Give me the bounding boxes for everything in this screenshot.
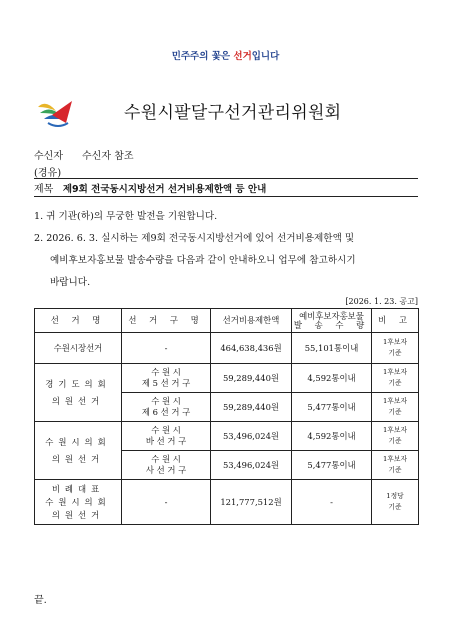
header-election: 선 거 명 bbox=[35, 309, 122, 333]
recipient-value: 수신자 참조 bbox=[82, 151, 134, 162]
election-line-1: 수원시의회 bbox=[45, 436, 111, 447]
table-row bbox=[35, 480, 419, 525]
cell-election: 수원시장선거 bbox=[35, 333, 122, 364]
end-mark: 끝. bbox=[34, 595, 47, 606]
district-line-2: 제 6 선 거 구 bbox=[141, 407, 191, 417]
remark-line-2: 기준 bbox=[388, 503, 402, 511]
cell-qty: 4,592통이내 bbox=[292, 364, 372, 393]
table-row bbox=[35, 333, 419, 364]
cell-election bbox=[35, 364, 122, 422]
cell-remark bbox=[372, 333, 419, 364]
cell-district bbox=[122, 364, 211, 393]
header-district: 선 거 구 명 bbox=[122, 309, 211, 333]
district-line-2: 제 5 선 거 구 bbox=[141, 378, 191, 388]
election-line-2: 의원선거 bbox=[51, 395, 105, 406]
cell-qty: 5,477통이내 bbox=[292, 393, 372, 422]
cell-district: - bbox=[122, 480, 211, 525]
election-cost-table bbox=[34, 308, 419, 525]
header-remark: 비 고 bbox=[372, 309, 419, 333]
header-prelim-line-1: 예비후보자홍보물 bbox=[299, 310, 364, 321]
district-line-1: 수 원 시 bbox=[151, 454, 181, 464]
remark-line-2: 기준 bbox=[388, 466, 402, 474]
table-row bbox=[35, 422, 419, 451]
cell-remark bbox=[372, 364, 419, 393]
cell-district bbox=[122, 451, 211, 480]
notice-date: [2026. 1. 23. 공고] bbox=[345, 297, 418, 306]
cell-qty: 4,592통이내 bbox=[292, 422, 372, 451]
district-line-1: 수 원 시 bbox=[151, 425, 181, 435]
remark-line-1: 1후보자 bbox=[382, 455, 408, 463]
body-item-2-line-2: 예비후보자홍보물 발송수량을 다음과 같이 안내하오니 업무에 참고하시기 bbox=[50, 255, 356, 266]
cell-limit: 464,638,436원 bbox=[211, 333, 292, 364]
cell-limit: 53,496,024원 bbox=[211, 451, 292, 480]
district-line-2: 사 선 거 구 bbox=[145, 465, 187, 475]
cell-qty: 55,101통이내 bbox=[292, 333, 372, 364]
cell-district: - bbox=[122, 333, 211, 364]
subject-bottom-rule bbox=[34, 196, 418, 197]
cell-limit: 121,777,512원 bbox=[211, 480, 292, 525]
cell-remark bbox=[372, 480, 419, 525]
slogan-highlight: 선거 bbox=[233, 51, 252, 62]
body-item-2-line-3: 바랍니다. bbox=[50, 277, 91, 288]
election-line-3: 의원선거 bbox=[51, 509, 105, 520]
remark-line-2: 기준 bbox=[388, 408, 402, 416]
cell-qty: - bbox=[292, 480, 372, 525]
election-commission-logo bbox=[36, 93, 76, 133]
cell-district bbox=[122, 393, 211, 422]
slogan bbox=[0, 48, 451, 62]
slogan-text-end: 입니다 bbox=[251, 51, 280, 62]
remark-line-2: 기준 bbox=[388, 349, 402, 357]
body-item-1: 1. 귀 기관(하)의 무궁한 발전을 기원합니다. bbox=[34, 211, 218, 222]
body-item-2-line-1: 2. 2026. 6. 3. 실시하는 제9회 전국동시지방선거에 있어 선거비용제한액 및 bbox=[34, 233, 355, 244]
cell-election bbox=[35, 480, 122, 525]
cell-qty: 5,477통이내 bbox=[292, 451, 372, 480]
recipient-label: 수신자 bbox=[34, 151, 63, 162]
district-line-1: 수 원 시 bbox=[151, 396, 181, 406]
slogan-text: 민주주의 꽃은 bbox=[171, 51, 234, 62]
cell-election bbox=[35, 422, 122, 480]
subject-value: 제9회 전국동시지방선거 선거비용제한액 등 안내 bbox=[62, 184, 267, 195]
remark-line-1: 1후보자 bbox=[382, 426, 408, 434]
organization-name: 수원시팔달구선거관리위원회 bbox=[124, 103, 342, 123]
header-prelim-line-2: 발 송 수 량 bbox=[293, 319, 370, 330]
subject-line bbox=[34, 180, 266, 195]
election-line-1: 경기도의회 bbox=[45, 378, 111, 389]
election-line-2: 의원선거 bbox=[51, 453, 105, 464]
remark-line-1: 1정당 bbox=[386, 492, 404, 500]
cell-remark bbox=[372, 393, 419, 422]
remark-line-2: 기준 bbox=[388, 437, 402, 445]
via-label: (경유) bbox=[34, 168, 62, 179]
header-prelim bbox=[292, 309, 372, 333]
remark-line-1: 1후보자 bbox=[382, 368, 408, 376]
table-header-row bbox=[35, 309, 419, 333]
subject-top-rule bbox=[34, 178, 418, 179]
header-limit: 선거비용제한액 bbox=[211, 309, 292, 333]
election-line-2: 수원시의회 bbox=[45, 496, 111, 507]
remark-line-1: 1후보자 bbox=[382, 397, 408, 405]
cell-remark bbox=[372, 422, 419, 451]
cell-limit: 53,496,024원 bbox=[211, 422, 292, 451]
table-row bbox=[35, 364, 419, 393]
subject-label: 제목 bbox=[34, 184, 54, 195]
cell-district bbox=[122, 422, 211, 451]
remark-line-2: 기준 bbox=[388, 379, 402, 387]
cell-remark bbox=[372, 451, 419, 480]
cell-limit: 59,289,440원 bbox=[211, 364, 292, 393]
cell-limit: 59,289,440원 bbox=[211, 393, 292, 422]
district-line-2: 바 선 거 구 bbox=[145, 436, 187, 446]
election-line-1: 비례대표 bbox=[51, 483, 105, 494]
remark-line-1: 1후보자 bbox=[382, 338, 408, 346]
district-line-1: 수 원 시 bbox=[151, 367, 181, 377]
